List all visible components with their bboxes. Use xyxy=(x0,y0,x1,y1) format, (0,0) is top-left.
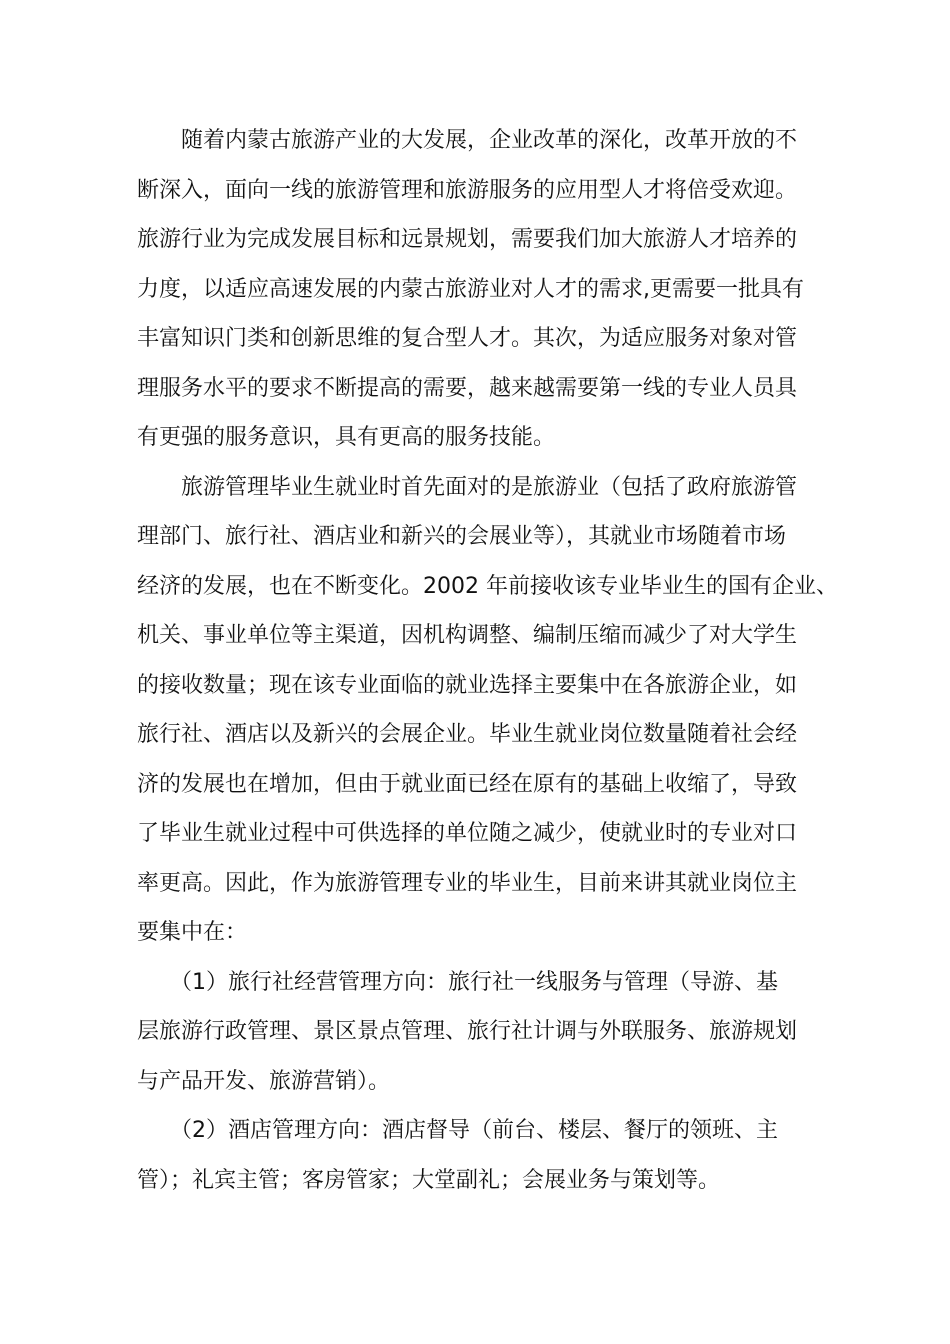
text-line: 旅行社、酒店以及新兴的会展企业。毕业生就业岗位数量随着社会经 xyxy=(137,722,798,747)
text-line: （2）酒店管理方向：酒店督导（前台、楼层、餐厅的领班、主 xyxy=(137,1118,778,1143)
text-line: 经济的发展，也在不断变化。2002 年前接收该专业毕业生的国有企业、 xyxy=(137,573,838,599)
text-line: 断深入，面向一线的旅游管理和旅游服务的应用型人才将倍受欢迎。 xyxy=(137,177,798,203)
text-line: 要集中在： xyxy=(137,920,248,945)
text-line: 理服务水平的要求不断提高的需要，越来越需要第一线的专业人员具 xyxy=(137,375,798,401)
text-line: 率更高。因此，作为旅游管理专业的毕业生，目前来讲其就业岗位主 xyxy=(137,870,798,896)
text-line: （1）旅行社经营管理方向：旅行社一线服务与管理（导游、基 xyxy=(137,969,778,995)
paragraph-3 xyxy=(137,958,827,1107)
document-body xyxy=(137,116,838,1205)
text-line: 层旅游行政管理、景区景点管理、旅行社计调与外联服务、旅游规划 xyxy=(137,1019,798,1044)
text-line: 有更强的服务意识，具有更高的服务技能。 xyxy=(137,425,556,450)
text-line: 力度，以适应高速发展的内蒙古旅游业对人才的需求,更需要一批具有 xyxy=(137,276,804,302)
text-line: 机关、事业单位等主渠道，因机构调整、编制压缩而减少了对大学生 xyxy=(137,623,798,648)
text-line: 随着内蒙古旅游产业的大发展，企业改革的深化，改革开放的不 xyxy=(137,128,798,153)
text-line: 与产品开发、旅游营销）。 xyxy=(137,1068,391,1094)
text-line: 济的发展也在增加，但由于就业面已经在原有的基础上收缩了，导致 xyxy=(137,771,798,797)
text-line: 了毕业生就业过程中可供选择的单位随之减少，使就业时的专业对口 xyxy=(137,821,798,846)
paragraph-2 xyxy=(137,463,838,958)
paragraph-4 xyxy=(137,1106,827,1205)
text-line: 理部门、旅行社、酒店业和新兴的会展业等），其就业市场随着市场 xyxy=(137,524,787,549)
text-line: 丰富知识门类和创新思维的复合型人才。其次，为适应服务对象对管 xyxy=(137,326,798,351)
paragraph-1 xyxy=(137,116,827,463)
text-line: 管）；礼宾主管；客房管家；大堂副礼；会展业务与策划等。 xyxy=(137,1167,721,1193)
text-line: 的接收数量；现在该专业面临的就业选择主要集中在各旅游企业，如 xyxy=(137,672,798,698)
text-line: 旅游行业为完成发展目标和远景规划，需要我们加大旅游人才培养的 xyxy=(137,227,798,252)
text-line: 旅游管理毕业生就业时首先面对的是旅游业（包括了政府旅游管 xyxy=(137,474,798,500)
